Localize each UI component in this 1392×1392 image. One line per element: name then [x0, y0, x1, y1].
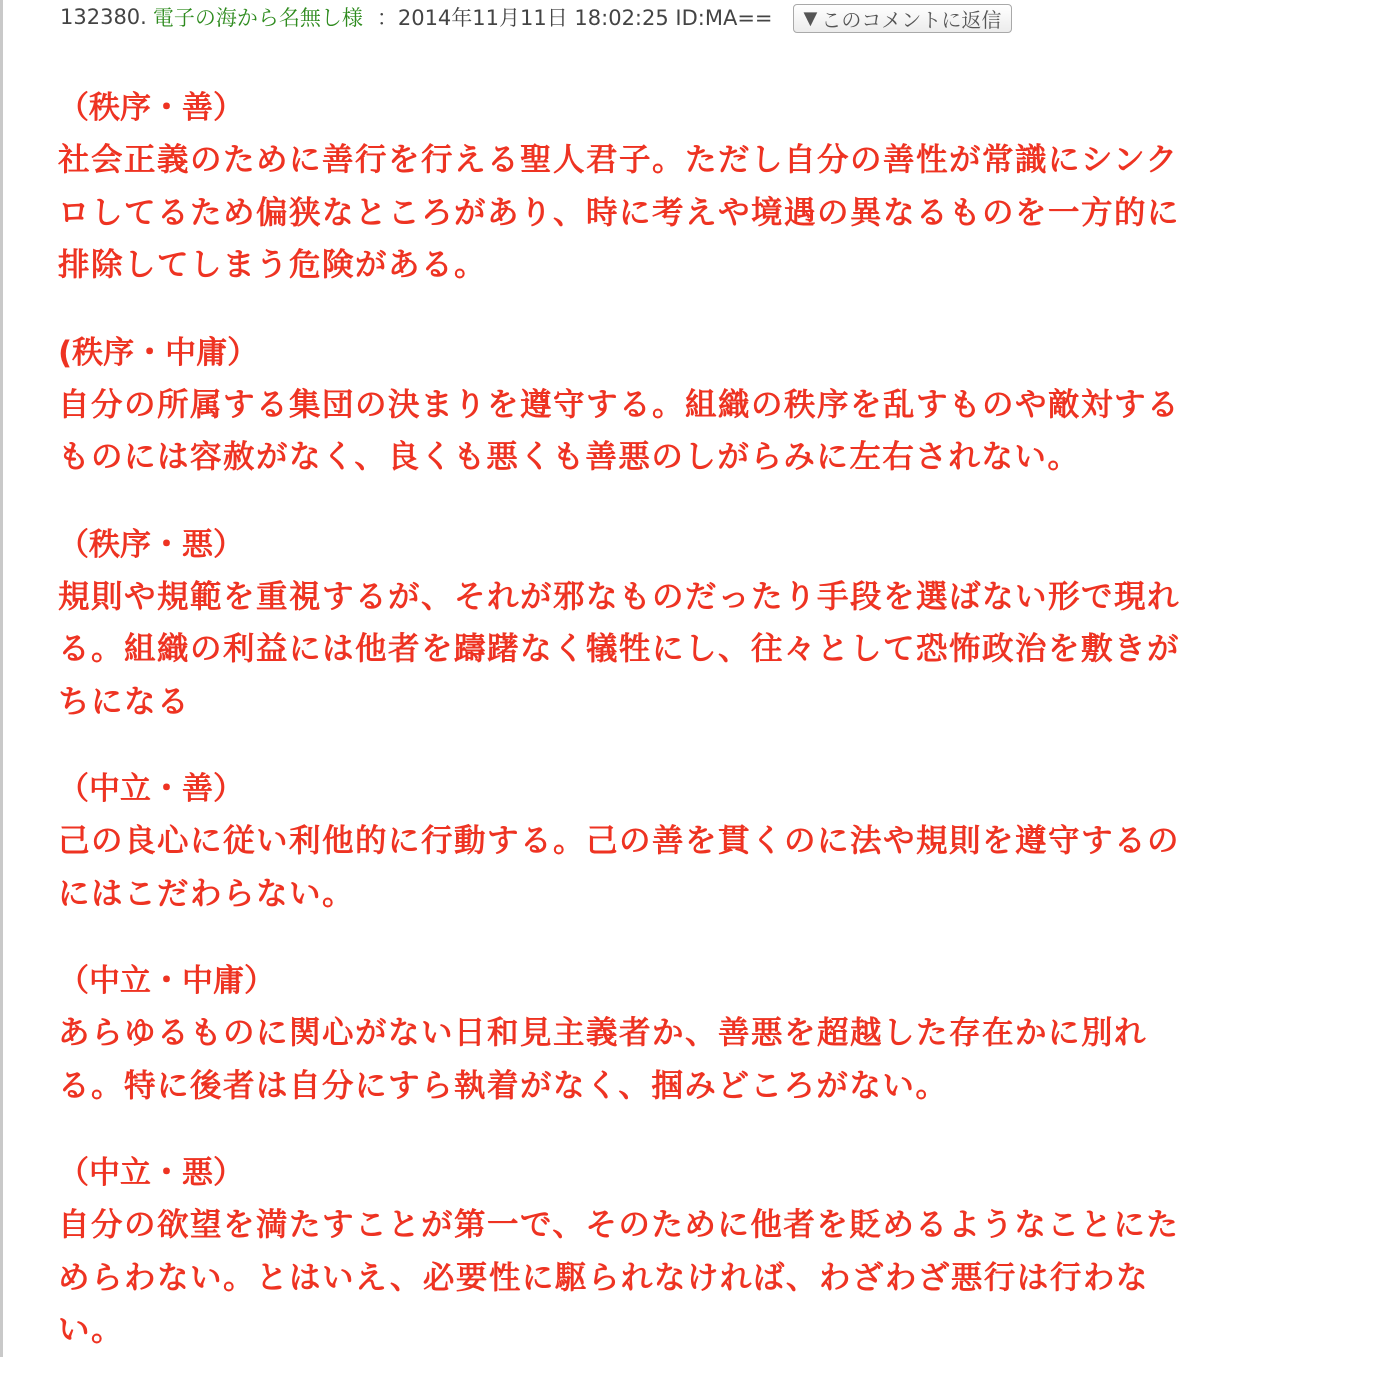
section-line: 排除してしまう危険がある。 — [58, 247, 488, 283]
alignment-section — [58, 327, 1328, 484]
comment-header — [60, 0, 1012, 34]
section-heading: （中立・悪） — [58, 1155, 244, 1191]
comment-body — [58, 82, 1328, 1392]
reply-button-label: このコメントに返信 — [821, 7, 1002, 32]
triangle-down-icon: ▼ — [803, 7, 818, 29]
section-line: る。特に後者は自分にすら執着がなく、掴みどころがない。 — [58, 1067, 949, 1104]
section-line: い。 — [58, 1312, 125, 1348]
alignment-section — [58, 82, 1328, 292]
section-heading: （秩序・悪） — [58, 526, 244, 563]
alignment-section — [58, 955, 1328, 1112]
section-heading: （中立・善） — [58, 771, 244, 807]
section-heading: (秩序・中庸） — [58, 334, 259, 371]
section-line: めらわない。とはいえ、必要性に駆られなければ、わざわざ悪行は行わな — [58, 1259, 1149, 1296]
section-heading: （中立・中庸） — [58, 963, 275, 999]
section-line: 自分の欲望を満たすことが第一で、そのために他者を貶めるようなことにた — [58, 1207, 1180, 1243]
comment-meta: ：2014年11月11日 18:02:25 ID:MA== — [376, 6, 773, 30]
section-line: 規則や規範を重視するが、それが邪なものだったり手段を選ばない形で現れ — [58, 578, 1181, 615]
section-line: 自分の所属する集団の決まりを遵守する。組織の秩序を乱すものや敵対する — [58, 386, 1181, 423]
section-line: 社会正義のために善行を行える聖人君子。ただし自分の善性が常識にシンク — [58, 142, 1179, 178]
section-line: る。組織の利益には他者を躊躇なく犠牲にし、往々として恐怖政治を敷きが — [58, 631, 1181, 667]
section-line: にはこだわらない。 — [58, 875, 356, 912]
section-line: 己の良心に従い利他的に行動する。己の善を貫くのに法や規則を遵守するの — [58, 823, 1181, 859]
comment-number: 132380. — [60, 5, 147, 29]
section-line: ものには容赦がなく、良くも悪くも善悪のしがらみに左右されない。 — [58, 439, 1081, 475]
alignment-section — [58, 519, 1328, 729]
section-heading: （秩序・善） — [58, 90, 244, 126]
section-line: ロしてるため偏狭なところがあり、時に考えや境遇の異なるものを一方的に — [58, 194, 1181, 231]
alignment-section — [58, 763, 1328, 920]
comment-author[interactable]: 電子の海から名無し様 — [152, 6, 363, 30]
alignment-section — [58, 1147, 1328, 1357]
reply-button[interactable] — [793, 4, 1013, 33]
left-border — [0, 0, 3, 1357]
section-line: あらゆるものに関心がない日和見主義者か、善悪を超越した存在かに別れ — [58, 1015, 1148, 1051]
section-line: ちになる — [58, 683, 191, 720]
